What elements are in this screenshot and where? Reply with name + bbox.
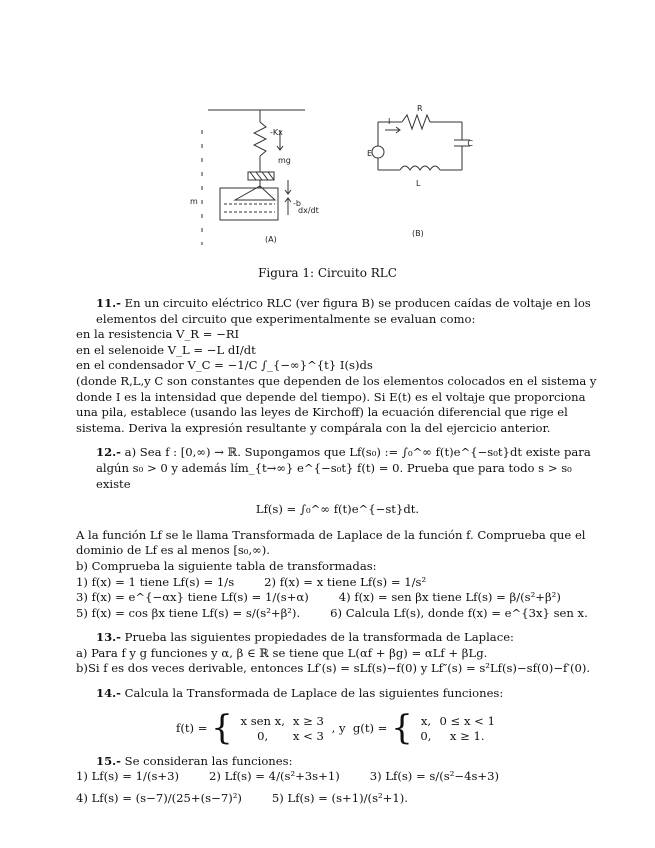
svg-text:dx/dt: dx/dt — [298, 206, 319, 215]
svg-text:m: m — [190, 197, 198, 206]
formula-line: en el condensador V_C = −1/C ∫_{−∞}^{t} I(s)ds — [76, 358, 373, 373]
table-entry: 3) f(x) = e^{−αx} tiene Lf(s) = 1/(s+α) — [76, 590, 309, 605]
svg-text:E: E — [367, 149, 373, 158]
exercise-number: 11.- — [96, 296, 121, 310]
function-entry: 2) Lf(s) = 4/(s²+3s+1) — [209, 769, 340, 784]
svg-text:R: R — [417, 104, 423, 113]
exercise-text: b)Si f es dos veces derivable, entonces Lf′(s) = sLf(s)−f(0) y Lf″(s) = s²Lf(s)−sf(0)−f′(0). — [76, 661, 591, 676]
table-entry: 4) f(x) = sen βx tiene Lf(s) = β/(s²+β²) — [338, 590, 561, 605]
exercise-11 — [76, 296, 599, 436]
table-entry: 1) f(x) = 1 tiene Lf(s) = 1/s — [76, 574, 235, 589]
svg-text:mg: mg — [278, 156, 291, 165]
table-entry: 2) f(x) = x tiene Lf(s) = 1/s² — [264, 574, 427, 589]
function-entry: 1) Lf(s) = 1/(s+3) — [76, 769, 180, 784]
exercise-text: En un circuito eléctrico RLC (ver figura B) se producen caídas de voltaje en los elementos del circuito que experimentalmente se evaluan como: — [96, 296, 591, 326]
exercise-text: a) Sea f : [0,∞) → ℝ. Supongamos que Lf(s₀) := ∫₀^∞ f(t)e^{−s₀t}dt existe para algún s₀ > 0 y además lím_{t→∞} e^{−s₀t} f(t) = 0. Prueba que para todo s > s₀ existe — [96, 445, 591, 491]
figure-caption: Figura 1: Circuito RLC — [258, 266, 397, 280]
function-entry: 4) Lf(s) = (s−7)/(25+(s−7)²) — [76, 790, 242, 805]
piecewise-g — [416, 714, 499, 744]
piecewise-functions: f(t) = { x sen x, x ≥ 3 0, x < 3 , y g(t) = { x, 0 ≤ x < 1 0, x ≥ 1. — [76, 714, 599, 744]
svg-text:(B): (B) — [412, 229, 424, 238]
case-value: 0, — [420, 728, 432, 743]
separator: , y — [331, 720, 346, 735]
figure-rlc-diagram — [180, 100, 475, 250]
exercise-number: 15.- — [96, 753, 121, 768]
exercise-14 — [76, 686, 599, 748]
svg-text:(A): (A) — [265, 235, 277, 244]
exercise-15 — [76, 754, 599, 807]
case-condition: x < 3 — [292, 728, 324, 743]
table-entry: 6) Calcula Lf(s), donde f(x) = e^{3x} sen x. — [330, 605, 588, 620]
exercise-text: Prueba las siguientes propiedades de la transformada de Laplace: — [124, 630, 514, 645]
exercise-list — [76, 296, 599, 806]
case-condition: x ≥ 3 — [292, 713, 324, 728]
display-formula: Lf(s) = ∫₀^∞ f(t)e^{−st}dt. — [255, 502, 420, 517]
case-condition: x ≥ 1. — [449, 728, 485, 743]
case-value: x sen x, — [240, 713, 285, 728]
function-name: g(t) = — [352, 720, 388, 735]
case-value: 0, — [257, 728, 269, 743]
exercise-text: A la función Lf se le llama Transformada de Laplace de la función f. Comprueba que el dominio de Lf es al menos [s₀,∞). — [76, 527, 586, 558]
case-condition: 0 ≤ x < 1 — [439, 713, 495, 728]
piecewise-f — [236, 714, 327, 744]
exercise-text: Calcula la Transformada de Laplace de las siguientes funciones: — [124, 686, 504, 701]
formula-line: en el selenoide V_L = −L dI/dt — [76, 342, 256, 357]
svg-text:C: C — [467, 139, 473, 148]
svg-text:-Kx: -Kx — [270, 128, 283, 137]
function-name: f(t) = — [176, 720, 208, 735]
function-entry: 3) Lf(s) = s/(s²−4s+3) — [369, 769, 500, 784]
formula-line: en la resistencia V_R = −RI — [76, 327, 240, 342]
exercise-12 — [76, 445, 599, 621]
exercise-text: a) Para f y g funciones y α, β ∈ ℝ se tiene que L(αf + βg) = αLf + βLg. — [76, 645, 488, 660]
svg-text:L: L — [416, 179, 421, 188]
exercise-number: 13.- — [96, 630, 121, 645]
exercise-number: 14.- — [96, 686, 121, 701]
table-entry: 5) f(x) = cos βx tiene Lf(s) = s/(s²+β²). — [76, 605, 301, 620]
svg-text:-b: -b — [293, 199, 301, 208]
exercise-13 — [76, 630, 599, 677]
exercise-text: b) Comprueba la siguiente tabla de transformadas: — [76, 558, 377, 573]
svg-text:I: I — [388, 117, 391, 126]
case-value: x, — [420, 713, 432, 728]
rlc-sketch — [180, 100, 475, 250]
function-entry: 5) Lf(s) = (s+1)/(s²+1). — [271, 790, 408, 805]
exercise-number: 12.- — [96, 445, 121, 460]
exercise-text: Se consideran las funciones: — [124, 753, 293, 768]
exercise-text: (donde R,L,y C son constantes que dependen de los elementos colocados en el sistema y donde I es la intensidad que depende del tiempo). Si E(t) es el voltaje que proporciona una pila, establece (usando las leyes de Kirchoff) la ecuación diferencial que rige el sistema. Deriva la expresión resultante y compárala con la del ejercicio anterior. — [76, 373, 597, 435]
